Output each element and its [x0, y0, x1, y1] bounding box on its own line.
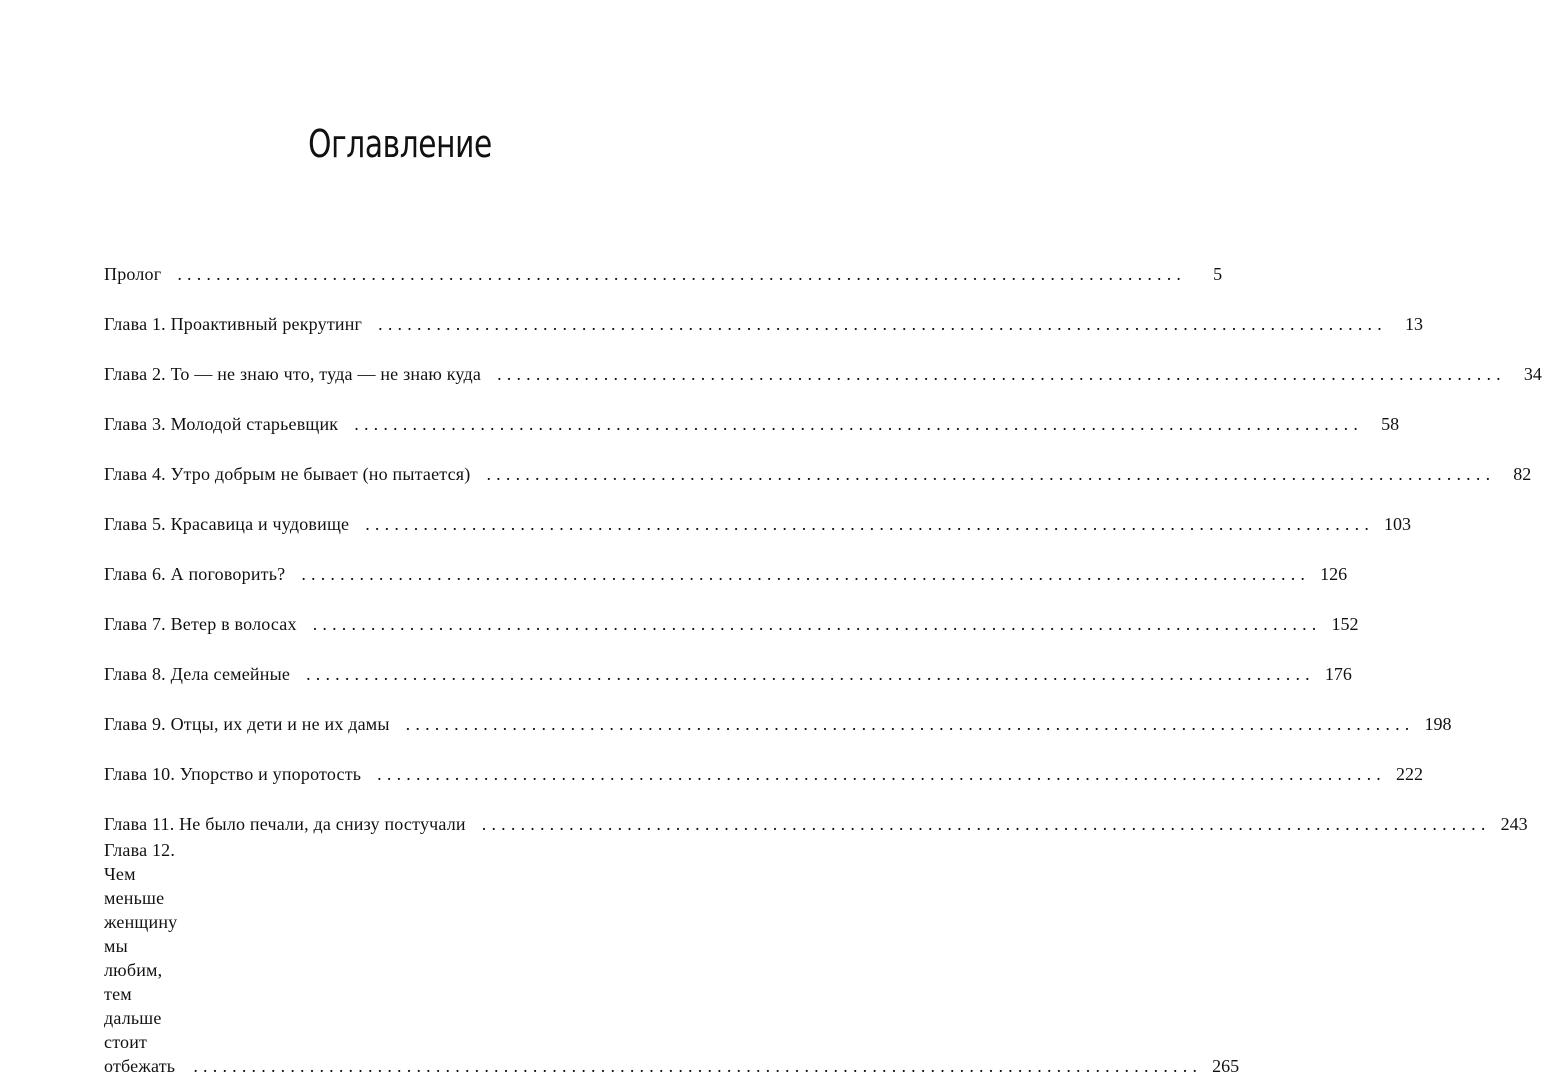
toc-page-number: 265: [1212, 1056, 1240, 1076]
toc-page-number: 222: [1395, 764, 1423, 784]
dot-leader: ........................................................................................................: [177, 264, 1187, 284]
dot-leader: ........................................................................................................: [378, 314, 1387, 334]
toc-page-number: 13: [1404, 314, 1423, 334]
toc-entry-label: Глава 9. Отцы, их дети и не их дамы: [104, 714, 390, 734]
toc-entry-prologue[interactable]: [104, 236, 1223, 286]
toc-entry-label: Глава 6. А поговорить?: [104, 564, 286, 584]
toc-page-number: 82: [1513, 464, 1532, 484]
toc-page-number: 103: [1384, 514, 1412, 534]
toc-entry-chapter-8[interactable]: [104, 636, 1352, 686]
toc-page-number: 243: [1500, 814, 1528, 834]
dot-leader: ........................................................................................................: [312, 614, 1322, 634]
dot-leader: ........................................................................................................: [354, 414, 1364, 434]
toc-entry-label: Глава 10. Упорство и упоротость: [104, 764, 362, 784]
toc-entry-chapter-2[interactable]: [104, 336, 1542, 386]
toc-page-number: 176: [1324, 664, 1352, 684]
toc-page-number: 5: [1213, 264, 1223, 284]
toc-page-number: 58: [1381, 414, 1400, 434]
toc-entry-label: Глава 8. Дела семейные: [104, 664, 291, 684]
toc-entry-chapter-6[interactable]: [104, 536, 1348, 586]
toc-entry-label: Глава 2. То — не знаю что, туда — не знаю куда: [104, 364, 482, 384]
page-title: Оглавление: [308, 122, 492, 166]
dot-leader: ........................................................................................................: [306, 664, 1315, 684]
toc-entry-label: Глава 3. Молодой старьевщик: [104, 414, 339, 434]
dot-leader: ........................................................................................................: [405, 714, 1415, 734]
dot-leader: ........................................................................................................: [301, 564, 1311, 584]
toc-entry-chapter-1[interactable]: [104, 286, 1423, 336]
dot-leader: ........................................................................................................: [497, 364, 1506, 384]
toc-page-number: 198: [1424, 714, 1452, 734]
toc-entry-label: [104, 838, 177, 1078]
toc-entry-label: Глава 5. Красавица и чудовище: [104, 514, 350, 534]
toc-entry-label: Пролог: [104, 264, 162, 284]
toc-entry-chapter-9[interactable]: [104, 686, 1452, 736]
toc-page-number: 34: [1523, 364, 1542, 384]
toc-page-number: 152: [1331, 614, 1359, 634]
toc-entry-chapter-11[interactable]: [104, 786, 1528, 836]
table-of-contents: [104, 236, 1542, 1078]
dot-leader: ........................................................................................................: [365, 514, 1375, 534]
toc-entry-chapter-12[interactable]: [104, 838, 1240, 1078]
toc-entry-label: Глава 4. Утро добрым не бывает (но пытается): [104, 464, 471, 484]
dot-leader: ........................................................................................................: [377, 764, 1386, 784]
toc-entry-label: Глава 1. Проактивный рекрутинг: [104, 314, 363, 334]
toc-page-number: 126: [1320, 564, 1348, 584]
toc-entry-chapter-4[interactable]: [104, 436, 1532, 486]
dot-leader: ........................................................................................................: [486, 464, 1496, 484]
toc-entry-chapter-7[interactable]: [104, 586, 1359, 636]
toc-entry-label: Глава 11. Не было печали, да снизу постучали: [104, 814, 466, 834]
toc-entry-label-line-2: тем дальше стоит отбежать: [104, 984, 176, 1076]
toc-entry-label-line-1: Глава 12. Чем меньше женщину мы любим,: [104, 840, 178, 980]
toc-entry-chapter-10[interactable]: [104, 736, 1423, 786]
toc-entry-chapter-3[interactable]: [104, 386, 1400, 436]
dot-leader: ........................................................................................................: [481, 814, 1491, 834]
toc-entry-label: Глава 7. Ветер в волосах: [104, 614, 297, 634]
dot-leader: ........................................................................................................: [193, 1056, 1203, 1076]
toc-entry-chapter-5[interactable]: [104, 486, 1412, 536]
